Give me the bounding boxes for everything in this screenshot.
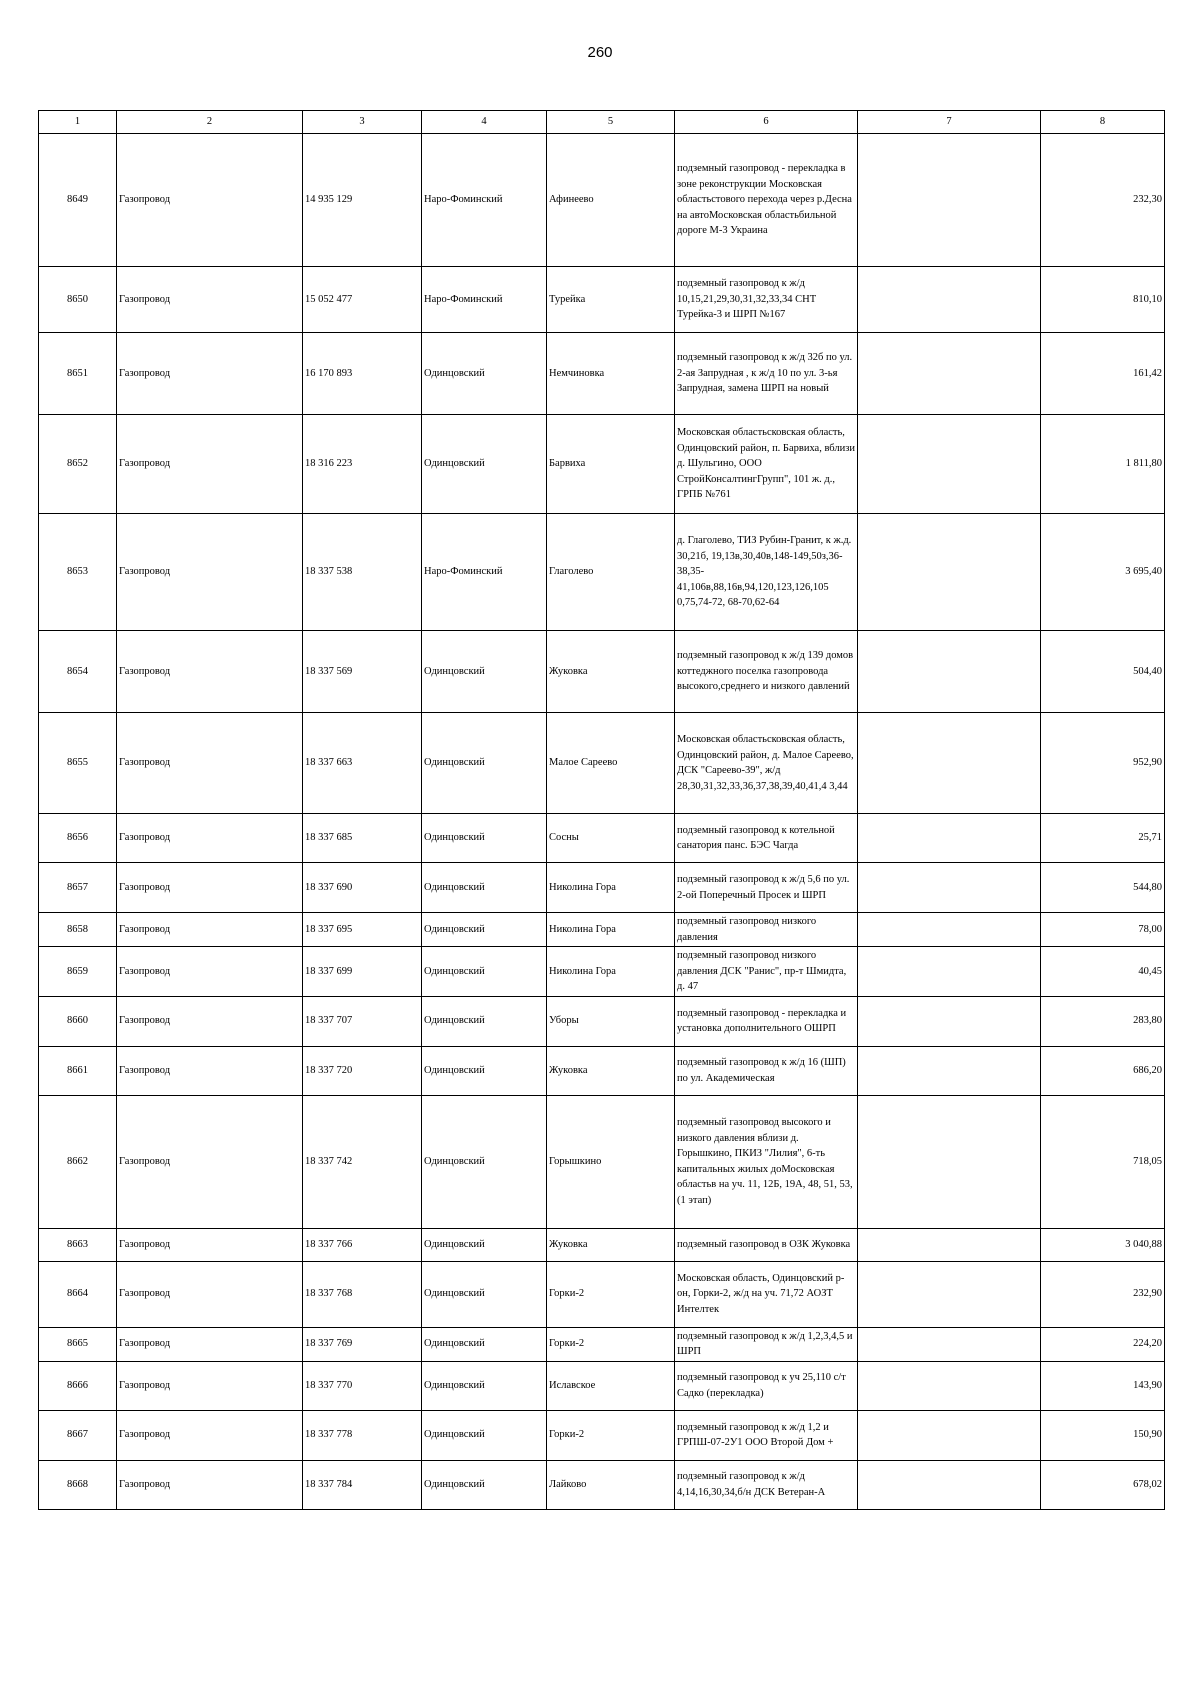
table-row: [39, 631, 1165, 713]
object-description: Московская областьсковская область, Одинцовский район, п. Барвиха, вблизи д. Шульгино, ООО СтройКонсалтингГрупп", 101 ж. д., ГРПБ №761: [675, 415, 858, 514]
district-name: Одинцовский: [422, 631, 547, 713]
object-code: 18 337 770: [303, 1361, 422, 1410]
district-name: Одинцовский: [422, 1228, 547, 1261]
object-description: подземный газопровод - перекладка и установка дополнительного ОШРП: [675, 996, 858, 1046]
object-description: подземный газопровод высокого и низкого давления вблизи д. Горышкино, ПКИЗ "Лилия", 6-ть капитальных жилых доМосковская областьв на уч. 11, 12Б, 19А, 48, 51, 53, (1 этап): [675, 1095, 858, 1228]
district-name: Одинцовский: [422, 996, 547, 1046]
object-description: подземный газопровод к ж/д 16 (ШП) по ул. Академическая: [675, 1046, 858, 1095]
object-name: Газопровод: [117, 1410, 303, 1460]
row-number: 8656: [39, 814, 117, 863]
object-description: подземный газопровод к ж/д 1,2,3,4,5 и ШРП: [675, 1327, 858, 1361]
length-value: 678,02: [1041, 1460, 1165, 1509]
object-code: 18 337 685: [303, 814, 422, 863]
object-code: 18 337 707: [303, 996, 422, 1046]
locality-name: Николина Гора: [547, 913, 675, 947]
district-name: Наро-Фоминский: [422, 267, 547, 333]
column-7-cell: [858, 1261, 1041, 1327]
object-description: подземный газопровод к ж/д 10,15,21,29,30,31,32,33,34 СНТ Турейка-3 и ШРП №167: [675, 267, 858, 333]
object-description: подземный газопровод к ж/д 139 домов коттеджного поселка газопровода высокого,среднего и низкого давлений: [675, 631, 858, 713]
object-description: подземный газопровод к ж/д 5,6 по ул. 2-ой Поперечный Просек и ШРП: [675, 863, 858, 913]
table-row: [39, 1460, 1165, 1509]
object-description: подземный газопровод к ж/д 1,2 и ГРПШ-07-2У1 ООО Второй Дом +: [675, 1410, 858, 1460]
column-header: 7: [858, 111, 1041, 134]
column-7-cell: [858, 514, 1041, 631]
object-name: Газопровод: [117, 1361, 303, 1410]
table-row: [39, 996, 1165, 1046]
length-value: 3 040,88: [1041, 1228, 1165, 1261]
row-number: 8660: [39, 996, 117, 1046]
district-name: Наро-Фоминский: [422, 514, 547, 631]
row-number: 8666: [39, 1361, 117, 1410]
object-name: Газопровод: [117, 631, 303, 713]
locality-name: Николина Гора: [547, 863, 675, 913]
district-name: Наро-Фоминский: [422, 134, 547, 267]
district-name: Одинцовский: [422, 814, 547, 863]
length-value: 718,05: [1041, 1095, 1165, 1228]
column-7-cell: [858, 814, 1041, 863]
object-code: 18 337 778: [303, 1410, 422, 1460]
object-name: Газопровод: [117, 863, 303, 913]
object-code: 18 337 690: [303, 863, 422, 913]
table-row: [39, 1327, 1165, 1361]
object-code: 18 337 720: [303, 1046, 422, 1095]
district-name: Одинцовский: [422, 1460, 547, 1509]
table-row: [39, 1410, 1165, 1460]
object-name: Газопровод: [117, 1095, 303, 1228]
row-number: 8658: [39, 913, 117, 947]
row-number: 8662: [39, 1095, 117, 1228]
row-number: 8650: [39, 267, 117, 333]
row-number: 8654: [39, 631, 117, 713]
locality-name: Афинеево: [547, 134, 675, 267]
column-7-cell: [858, 415, 1041, 514]
object-name: Газопровод: [117, 1261, 303, 1327]
length-value: 25,71: [1041, 814, 1165, 863]
object-description: д. Глаголево, ТИЗ Рубин-Гранит, к ж.д. 30,21б, 19,13в,30,40в,148-149,50з,36-38,35-41,106в,88,16в,94,120,123,126,105 0,75,74-72, 68-70,62-64: [675, 514, 858, 631]
column-7-cell: [858, 1327, 1041, 1361]
table-row: [39, 1261, 1165, 1327]
length-value: 1 811,80: [1041, 415, 1165, 514]
locality-name: Иславское: [547, 1361, 675, 1410]
district-name: Одинцовский: [422, 1095, 547, 1228]
object-code: 14 935 129: [303, 134, 422, 267]
length-value: 150,90: [1041, 1410, 1165, 1460]
column-7-cell: [858, 1410, 1041, 1460]
district-name: Одинцовский: [422, 333, 547, 415]
column-header: 1: [39, 111, 117, 134]
row-number: 8655: [39, 713, 117, 814]
object-code: 18 337 699: [303, 947, 422, 997]
district-name: Одинцовский: [422, 863, 547, 913]
page-number: 260: [587, 44, 613, 61]
row-number: 8664: [39, 1261, 117, 1327]
district-name: Одинцовский: [422, 1361, 547, 1410]
locality-name: Жуковка: [547, 631, 675, 713]
object-code: 18 337 695: [303, 913, 422, 947]
column-7-cell: [858, 333, 1041, 415]
object-code: 18 337 538: [303, 514, 422, 631]
locality-name: Горки-2: [547, 1410, 675, 1460]
locality-name: Немчиновка: [547, 333, 675, 415]
table-row: [39, 1228, 1165, 1261]
column-7-cell: [858, 913, 1041, 947]
object-code: 18 337 742: [303, 1095, 422, 1228]
object-description: Московская область, Одинцовский р-он, Горки-2, ж/д на уч. 71,72 АОЗТ Интелтек: [675, 1261, 858, 1327]
table-row: [39, 1046, 1165, 1095]
object-description: подземный газопровод к ж/д 4,14,16,30,34,б/н ДСК Ветеран-А: [675, 1460, 858, 1509]
object-code: 18 316 223: [303, 415, 422, 514]
object-description: Московская областьсковская область, Одинцовский район, д. Малое Сареево, ДСК "Сареево-39", ж/д 28,30,31,32,33,36,37,38,39,40,41,4 3,44: [675, 713, 858, 814]
district-name: Одинцовский: [422, 1410, 547, 1460]
table-row: [39, 1095, 1165, 1228]
object-description: подземный газопровод низкого давления: [675, 913, 858, 947]
object-name: Газопровод: [117, 1460, 303, 1509]
district-name: Одинцовский: [422, 947, 547, 997]
length-value: 78,00: [1041, 913, 1165, 947]
table-row: [39, 947, 1165, 997]
object-name: Газопровод: [117, 333, 303, 415]
row-number: 8657: [39, 863, 117, 913]
table-row: [39, 333, 1165, 415]
column-header: 5: [547, 111, 675, 134]
column-7-cell: [858, 996, 1041, 1046]
row-number: 8663: [39, 1228, 117, 1261]
object-description: подземный газопровод в ОЗК Жуковка: [675, 1228, 858, 1261]
length-value: 283,80: [1041, 996, 1165, 1046]
row-number: 8652: [39, 415, 117, 514]
column-header: 8: [1041, 111, 1165, 134]
object-name: Газопровод: [117, 1046, 303, 1095]
table-row: [39, 267, 1165, 333]
object-name: Газопровод: [117, 415, 303, 514]
object-description: подземный газопровод к уч 25,110 с/т Садко (перекладка): [675, 1361, 858, 1410]
length-value: 224,20: [1041, 1327, 1165, 1361]
column-7-cell: [858, 631, 1041, 713]
object-name: Газопровод: [117, 134, 303, 267]
object-code: 18 337 769: [303, 1327, 422, 1361]
object-name: Газопровод: [117, 1228, 303, 1261]
object-code: 16 170 893: [303, 333, 422, 415]
length-value: 40,45: [1041, 947, 1165, 997]
table-header-row: [39, 111, 1165, 134]
table-row: [39, 134, 1165, 267]
column-7-cell: [858, 1095, 1041, 1228]
object-name: Газопровод: [117, 267, 303, 333]
table-row: [39, 814, 1165, 863]
district-name: Одинцовский: [422, 713, 547, 814]
row-number: 8659: [39, 947, 117, 997]
row-number: 8661: [39, 1046, 117, 1095]
district-name: Одинцовский: [422, 1261, 547, 1327]
column-7-cell: [858, 134, 1041, 267]
row-number: 8651: [39, 333, 117, 415]
length-value: 686,20: [1041, 1046, 1165, 1095]
district-name: Одинцовский: [422, 415, 547, 514]
object-description: подземный газопровод - перекладка в зоне реконструкции Московская областьстового перехода через р.Десна на автоМосковская областьбильной дороге М-3 Украина: [675, 134, 858, 267]
registry-table: [38, 110, 1165, 1510]
locality-name: Сосны: [547, 814, 675, 863]
table-row: [39, 514, 1165, 631]
table-row: [39, 913, 1165, 947]
object-code: 18 337 663: [303, 713, 422, 814]
locality-name: Горки-2: [547, 1327, 675, 1361]
table-row: [39, 713, 1165, 814]
locality-name: Барвиха: [547, 415, 675, 514]
length-value: 544,80: [1041, 863, 1165, 913]
column-header: 4: [422, 111, 547, 134]
locality-name: Жуковка: [547, 1046, 675, 1095]
row-number: 8665: [39, 1327, 117, 1361]
object-name: Газопровод: [117, 713, 303, 814]
object-code: 18 337 569: [303, 631, 422, 713]
table-row: [39, 1361, 1165, 1410]
column-header: 6: [675, 111, 858, 134]
locality-name: Лайково: [547, 1460, 675, 1509]
object-code: 18 337 768: [303, 1261, 422, 1327]
column-7-cell: [858, 863, 1041, 913]
locality-name: Малое Сареево: [547, 713, 675, 814]
row-number: 8649: [39, 134, 117, 267]
object-name: Газопровод: [117, 996, 303, 1046]
column-header: 3: [303, 111, 422, 134]
object-code: 18 337 766: [303, 1228, 422, 1261]
object-name: Газопровод: [117, 947, 303, 997]
locality-name: Турейка: [547, 267, 675, 333]
length-value: 952,90: [1041, 713, 1165, 814]
table-row: [39, 415, 1165, 514]
column-7-cell: [858, 1228, 1041, 1261]
length-value: 504,40: [1041, 631, 1165, 713]
column-7-cell: [858, 267, 1041, 333]
row-number: 8667: [39, 1410, 117, 1460]
length-value: 232,30: [1041, 134, 1165, 267]
row-number: 8653: [39, 514, 117, 631]
row-number: 8668: [39, 1460, 117, 1509]
column-7-cell: [858, 1460, 1041, 1509]
object-name: Газопровод: [117, 514, 303, 631]
district-name: Одинцовский: [422, 1046, 547, 1095]
column-7-cell: [858, 1046, 1041, 1095]
object-description: подземный газопровод к котельной санатория панс. БЭС Чагда: [675, 814, 858, 863]
object-code: 18 337 784: [303, 1460, 422, 1509]
object-description: подземный газопровод низкого давления ДСК "Ранис", пр-т Шмидта, д. 47: [675, 947, 858, 997]
column-7-cell: [858, 947, 1041, 997]
column-7-cell: [858, 713, 1041, 814]
length-value: 143,90: [1041, 1361, 1165, 1410]
object-name: Газопровод: [117, 1327, 303, 1361]
length-value: 3 695,40: [1041, 514, 1165, 631]
length-value: 161,42: [1041, 333, 1165, 415]
locality-name: Горки-2: [547, 1261, 675, 1327]
column-7-cell: [858, 1361, 1041, 1410]
object-code: 15 052 477: [303, 267, 422, 333]
locality-name: Горышкино: [547, 1095, 675, 1228]
column-header: 2: [117, 111, 303, 134]
length-value: 232,90: [1041, 1261, 1165, 1327]
table-row: [39, 863, 1165, 913]
locality-name: Уборы: [547, 996, 675, 1046]
district-name: Одинцовский: [422, 1327, 547, 1361]
length-value: 810,10: [1041, 267, 1165, 333]
locality-name: Николина Гора: [547, 947, 675, 997]
locality-name: Глаголево: [547, 514, 675, 631]
locality-name: Жуковка: [547, 1228, 675, 1261]
district-name: Одинцовский: [422, 913, 547, 947]
object-name: Газопровод: [117, 814, 303, 863]
object-description: подземный газопровод к ж/д 32б по ул. 2-ая Запрудная , к ж/д 10 по ул. 3-ья Запрудная, замена ШРП на новый: [675, 333, 858, 415]
object-name: Газопровод: [117, 913, 303, 947]
